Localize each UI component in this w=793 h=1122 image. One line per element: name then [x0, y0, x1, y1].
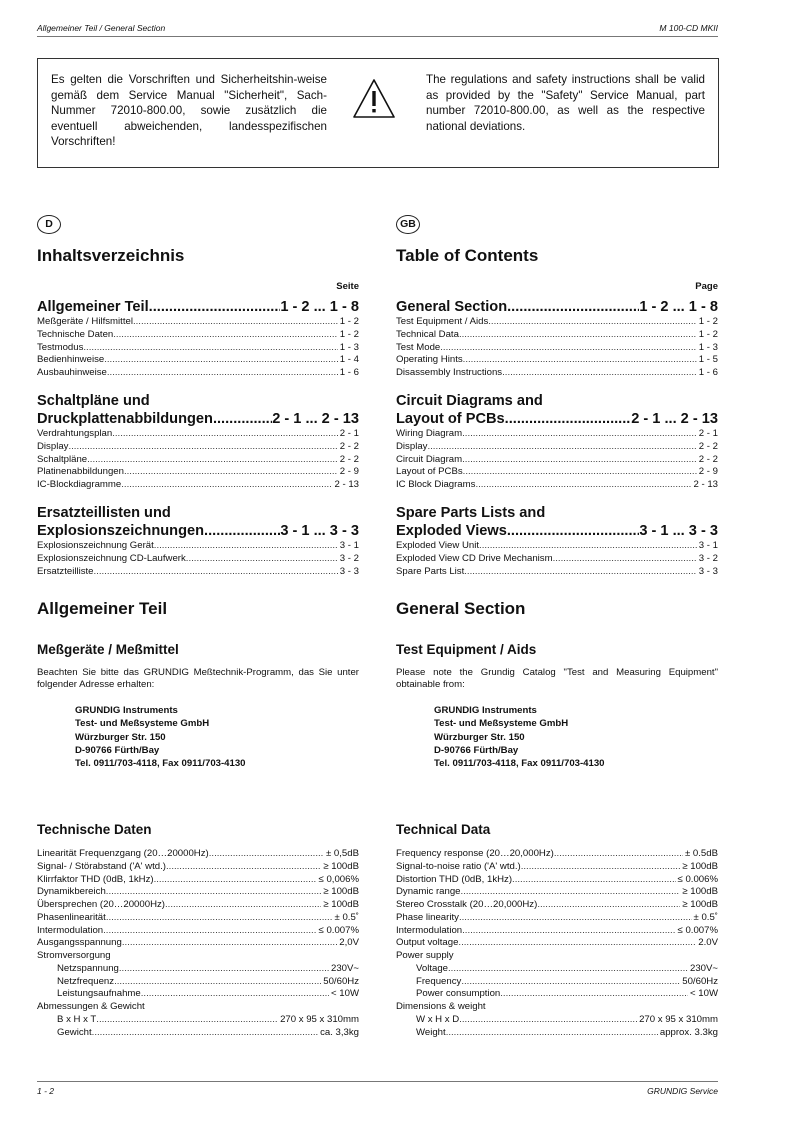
toc-entry-title: Technische Daten [37, 328, 114, 340]
toc-entry-title: Testmodus [37, 341, 84, 353]
toc-entry-page: 1 - 6 [698, 367, 718, 379]
spec-leader-dots [462, 925, 675, 938]
toc-entry [396, 441, 718, 454]
toc-entry-page: 2 - 1 [339, 428, 359, 439]
toc-section-pages: 1 - 2 ... 1 - 8 [280, 299, 359, 315]
spec-row [37, 925, 359, 938]
toc-entry-title: Operating Hints [396, 354, 463, 366]
toc-entry-page: 1 - 2 [698, 328, 718, 340]
toc-leader-dots [488, 316, 697, 329]
test-equipment-heading: Test Equipment / Aids [396, 642, 537, 657]
toc-entry-title: Explosionszeichnung Gerät [37, 540, 154, 551]
spec-name: Leistungsaufnahme [57, 988, 141, 1000]
toc-entry-page: 3 - 3 [698, 565, 718, 577]
spec-leader-dots [166, 861, 321, 874]
spec-name: Netzspannung [57, 962, 119, 974]
safety-text-en: The regulations and safety instructions shall be valid as provided by the "Safety" Service Manual, part number 72010-800.00, as well as the respective national deviations. [426, 73, 705, 133]
spec-leader-dots [446, 1027, 658, 1040]
spec-leader-dots [92, 1027, 318, 1040]
spec-row [396, 1014, 718, 1027]
spec-row [37, 886, 359, 899]
toc-entry [396, 540, 718, 553]
toc-entry [396, 454, 718, 467]
spec-row [37, 861, 359, 874]
toc-leader-dots [94, 566, 338, 579]
spec-row [396, 874, 718, 887]
toc-entry-page: 2 - 2 [698, 440, 718, 452]
toc-section-pages: 2 - 1 ... 2 - 13 [272, 411, 359, 427]
toc-entry [37, 553, 359, 566]
spec-value: ≤ 0,006% [318, 873, 359, 885]
spec-row [396, 848, 718, 861]
toc-leader-dots [149, 298, 281, 316]
address-line: Test- und Meßsysteme GmbH [434, 718, 569, 730]
footer-page-number: 1 - 2 [37, 1086, 55, 1096]
toc-entry-page: 3 - 2 [698, 552, 718, 564]
spec-leader-dots [114, 976, 321, 989]
toc-section-heading [396, 522, 718, 540]
toc-entry-title: Test Mode [396, 341, 441, 353]
spec-leader-dots [154, 874, 317, 887]
toc-section-heading [37, 410, 359, 428]
spec-value: ± 0,5dB [325, 848, 359, 859]
spec-row [396, 925, 718, 938]
spec-leader-dots [458, 937, 696, 950]
toc-entry-page: 3 - 1 [698, 540, 718, 551]
spec-value: ± 0.5˚ [693, 911, 718, 923]
spec-row [37, 976, 359, 989]
spec-row [37, 899, 359, 912]
spec-value: ca. 3,3kg [320, 1026, 359, 1038]
toc-entry [396, 367, 718, 380]
toc-section-pages: 2 - 1 ... 2 - 13 [631, 411, 718, 427]
address-line: GRUNDIG Instruments [434, 705, 537, 716]
toc-leader-dots [133, 316, 338, 329]
technical-data-heading: Technische Daten [37, 822, 152, 837]
toc-entry-page: 2 - 2 [698, 453, 718, 465]
spec-value: ≥ 100dB [682, 886, 718, 898]
spec-row [396, 937, 718, 950]
spec-value: < 10W [331, 988, 359, 1000]
spec-value: 230V~ [689, 962, 718, 974]
spec-row [396, 1001, 718, 1014]
spec-name: Dynamikbereich [37, 886, 106, 898]
spec-name: Abmessungen & Gewicht [37, 1001, 145, 1012]
address-line: Würzburger Str. 150 [434, 731, 525, 743]
toc-entry [396, 553, 718, 566]
toc-leader-dots [463, 466, 697, 479]
spec-row [37, 963, 359, 976]
toc-leader-dots [505, 410, 632, 428]
toc-leader-dots [204, 522, 280, 540]
header-left: Allgemeiner Teil / General Section [37, 23, 166, 33]
toc-entry [396, 329, 718, 342]
spec-value: ≥ 100dB [323, 899, 359, 910]
toc-leader-dots [68, 441, 337, 454]
toc-entry-page: 1 - 3 [698, 341, 718, 353]
toc-section-title: Exploded Views [396, 523, 507, 539]
toc-entry-title: Bedienhinweise [37, 354, 105, 366]
header-right: M 100-CD MKII [659, 23, 718, 33]
toc-entry-title: Platinenabbildungen [37, 466, 124, 478]
toc-entry [37, 428, 359, 441]
spec-name: Frequency [416, 975, 462, 987]
address-line: GRUNDIG Instruments [75, 705, 178, 716]
address-line: D-90766 Fürth/Bay [75, 744, 160, 756]
toc-section-heading [37, 392, 359, 410]
toc-entry-page: 1 - 2 [698, 316, 718, 327]
spec-row [396, 899, 718, 912]
spec-name: W x H x D [416, 1013, 460, 1025]
warning-triangle-icon [352, 77, 396, 121]
technical-data-heading: Technical Data [396, 822, 491, 837]
spec-row [396, 976, 718, 989]
supplier-address [434, 704, 605, 770]
spec-name: Dimensions & weight [396, 1001, 486, 1012]
toc-entry-title: Schaltpläne [37, 453, 88, 465]
toc-entry-title: Verdrahtungsplan [37, 428, 113, 439]
toc-leader-dots [464, 566, 697, 579]
toc-entry-page: 1 - 2 [339, 316, 359, 327]
spec-value: ± 0.5dB [684, 848, 718, 859]
toc-entry-page: 2 - 9 [698, 466, 718, 478]
technical-data-list [37, 848, 359, 1039]
safety-notice-box [37, 58, 719, 168]
spec-name: B x H x T [57, 1013, 97, 1025]
spec-name: Frequency response (20…20,000Hz) [396, 848, 554, 859]
toc-leader-dots [440, 342, 697, 355]
toc-section-heading [37, 504, 359, 522]
toc-section-title: Ersatzteillisten und [37, 505, 171, 521]
toc-leader-dots [507, 522, 639, 540]
toc-page-label: Page [695, 281, 718, 292]
spec-leader-dots [521, 861, 681, 874]
spec-leader-dots [512, 874, 675, 887]
toc-entry-title: Circuit Diagram [396, 453, 463, 465]
toc-entry-title: Wiring Diagram [396, 428, 463, 439]
toc-entry [37, 441, 359, 454]
toc-leader-dots [463, 354, 697, 367]
test-equipment-heading: Meßgeräte / Meßmittel [37, 642, 179, 657]
address-line: Tel. 0911/703-4118, Fax 0911/703-4130 [75, 758, 246, 770]
spec-value: ≥ 100dB [323, 860, 359, 872]
spec-leader-dots [459, 912, 692, 925]
toc-leader-dots [462, 428, 697, 441]
toc-entry [37, 454, 359, 467]
spec-row [37, 1001, 359, 1014]
toc-section-heading [396, 410, 718, 428]
toc-section-heading [396, 392, 718, 410]
spec-leader-dots [500, 988, 688, 1001]
spec-leader-dots [103, 925, 316, 938]
spec-name: Phasenlinearität [37, 911, 106, 923]
toc-section-title: Layout of PCBs [396, 411, 505, 427]
toc-section [37, 392, 359, 492]
toc-entry-title: Exploded View Unit [396, 540, 480, 551]
toc-section [396, 504, 718, 578]
spec-row [37, 937, 359, 950]
address-line: Tel. 0911/703-4118, Fax 0911/703-4130 [434, 758, 605, 770]
toc-entry-page: 2 - 2 [339, 453, 359, 465]
spec-value: 2.0V [698, 937, 718, 949]
toc-section [396, 298, 718, 380]
spec-leader-dots [165, 899, 321, 912]
toc-section [37, 504, 359, 578]
toc-entry-page: 2 - 13 [334, 479, 359, 491]
toc-leader-dots [479, 540, 697, 553]
spec-value: approx. 3.3kg [659, 1026, 718, 1038]
spec-row [37, 912, 359, 925]
toc-entry [396, 428, 718, 441]
toc-entry [396, 466, 718, 479]
spec-name: Voltage [416, 962, 449, 974]
toc-entry [396, 479, 718, 492]
toc-entry-page: 3 - 2 [339, 552, 359, 564]
toc-entry [37, 466, 359, 479]
spec-row [37, 848, 359, 861]
spec-leader-dots [459, 1014, 637, 1027]
spec-value: < 10W [690, 988, 718, 1000]
spec-value: 2,0V [339, 937, 359, 949]
language-badge: D [37, 215, 61, 234]
spec-leader-dots [461, 976, 680, 989]
toc-leader-dots [475, 479, 691, 492]
toc-section-title: Circuit Diagrams and [396, 393, 543, 409]
toc-entry [37, 479, 359, 492]
toc-leader-dots [124, 466, 338, 479]
toc-entry-page: 3 - 1 [339, 540, 359, 551]
technical-data-list [396, 848, 718, 1039]
spec-name: Signal- / Störabstand ('A' wtd.) [37, 860, 166, 872]
toc-entry-page: 2 - 1 [698, 428, 718, 439]
spec-name: Intermodulation [396, 924, 463, 936]
toc-leader-dots [113, 329, 338, 342]
spec-row [396, 988, 718, 1001]
spec-value: 270 x 95 x 310mm [639, 1013, 718, 1025]
address-line: Würzburger Str. 150 [75, 731, 166, 743]
toc-entry-title: Technical Data [396, 328, 459, 340]
toc-title: Table of Contents [396, 246, 539, 265]
spec-leader-dots [96, 1014, 278, 1027]
toc-entry [396, 354, 718, 367]
spec-value: ≥ 100dB [323, 886, 359, 898]
toc-leader-dots [104, 354, 338, 367]
spec-name: Dynamic range [396, 886, 461, 898]
toc-entry-page: 1 - 3 [339, 341, 359, 353]
spec-value: 230V~ [330, 962, 359, 974]
toc-entry [37, 354, 359, 367]
page-footer [37, 1081, 718, 1100]
spec-name: Ausgangsspannung [37, 937, 122, 949]
supplier-address [75, 704, 246, 770]
spec-name: Gewicht [57, 1026, 92, 1038]
toc-entry-title: IC Block Diagrams [396, 479, 476, 491]
spec-leader-dots [122, 937, 337, 950]
page-header [37, 22, 718, 37]
toc-entry-title: Display [396, 440, 428, 452]
toc-entry [396, 316, 718, 329]
toc-entry [396, 342, 718, 355]
spec-row [396, 963, 718, 976]
toc-entry [37, 316, 359, 329]
spec-row [396, 950, 718, 963]
spec-name: Linearität Frequenzgang (20…20000Hz) [37, 848, 209, 859]
spec-leader-dots [461, 886, 681, 899]
toc-entry-title: IC-Blockdiagramme [37, 479, 122, 491]
toc-section-heading [396, 298, 718, 316]
toc-leader-dots [427, 441, 696, 454]
spec-row [396, 886, 718, 899]
spec-leader-dots [209, 848, 324, 861]
toc-leader-dots [213, 410, 272, 428]
toc-section-heading [37, 298, 359, 316]
language-badge: GB [396, 215, 420, 234]
toc-title: Inhaltsverzeichnis [37, 246, 185, 265]
spec-row [37, 874, 359, 887]
address-line: D-90766 Fürth/Bay [434, 744, 519, 756]
toc-leader-dots [107, 367, 338, 380]
spec-row [396, 861, 718, 874]
toc-entry-title: Test Equipment / Aids [396, 316, 489, 327]
toc-leader-dots [112, 428, 338, 441]
toc-entry [396, 566, 718, 579]
toc-section-pages: 1 - 2 ... 1 - 8 [639, 299, 718, 315]
address-line: Test- und Meßsysteme GmbH [75, 718, 210, 730]
spec-leader-dots [106, 912, 333, 925]
toc-leader-dots [186, 553, 338, 566]
spec-name: Übersprechen (20…20000Hz) [37, 899, 165, 910]
toc-entry-title: Display [37, 440, 69, 452]
toc-entry [37, 329, 359, 342]
spec-value: 50/60Hz [323, 975, 359, 987]
spec-name: Power supply [396, 950, 454, 961]
spec-value: ≤ 0.007% [318, 924, 359, 936]
toc-entry [37, 566, 359, 579]
safety-text-de: Es gelten die Vorschriften und Sicherheitshin-weise gemäß dem Service Manual "Sicherheit", Sach-Nummer 72010-800.00, sowie zusätzlich die eventuell abweichenden, landesspezifischen Vorschriften! [51, 73, 327, 148]
toc-section-pages: 3 - 1 ... 3 - 3 [639, 523, 718, 539]
toc-entry-page: 2 - 9 [339, 466, 359, 478]
spec-leader-dots [448, 963, 688, 976]
toc-entry-title: Meßgeräte / Hilfsmittel [37, 316, 133, 327]
toc-section-title: Schaltpläne und [37, 393, 150, 409]
spec-name: Signal-to-noise ratio ('A' wtd.) [396, 860, 521, 872]
toc-section-title: Druckplattenabbildungen [37, 411, 213, 427]
spec-leader-dots [141, 988, 329, 1001]
toc-leader-dots [507, 298, 639, 316]
toc-entry-title: Explosionszeichnung CD-Laufwerk [37, 552, 186, 564]
toc-section [37, 298, 359, 380]
spec-value: ≥ 100dB [682, 899, 718, 910]
toc-entry-page: 2 - 13 [693, 479, 718, 491]
language-badge-wrap [37, 214, 61, 234]
toc-entry-page: 3 - 3 [339, 565, 359, 577]
spec-name: Phase linearity [396, 911, 459, 923]
toc-page-label: Seite [336, 281, 359, 292]
spec-value: 50/60Hz [682, 975, 718, 987]
spec-row [37, 988, 359, 1001]
toc-entry-title: Exploded View CD Drive Mechanism [396, 552, 553, 564]
spec-row [396, 1027, 718, 1040]
spec-row [37, 1027, 359, 1040]
spec-name: Stereo Crosstalk (20…20,000Hz) [396, 899, 538, 910]
spec-value: ≥ 100dB [682, 860, 718, 872]
footer-right: GRUNDIG Service [647, 1086, 718, 1096]
toc-entry-page: 2 - 2 [339, 440, 359, 452]
spec-name: Output voltage [396, 937, 459, 949]
spec-value: ≤ 0.006% [677, 873, 718, 885]
toc-section-heading [37, 522, 359, 540]
spec-leader-dots [554, 848, 683, 861]
toc-leader-dots [87, 454, 338, 467]
toc-section-heading [396, 504, 718, 522]
toc-leader-dots [121, 479, 332, 492]
spec-name: Klirrfaktor THD (0dB, 1kHz) [37, 873, 154, 885]
toc-entry-title: Layout of PCBs [396, 466, 463, 478]
toc-leader-dots [83, 342, 337, 355]
test-equipment-text: Please note the Grundig Catalog "Test and Measuring Equipment" obtainable from: [396, 667, 718, 691]
spec-row [396, 912, 718, 925]
test-equipment-text: Beachten Sie bitte das GRUNDIG Meßtechnik-Programm, das Sie unter folgender Adresse erhalten: [37, 667, 359, 691]
spec-name: Intermodulation [37, 924, 104, 936]
spec-row [37, 950, 359, 963]
toc-section-title: Allgemeiner Teil [37, 299, 149, 315]
toc-leader-dots [462, 454, 697, 467]
toc-section-pages: 3 - 1 ... 3 - 3 [280, 523, 359, 539]
spec-name: Stromversorgung [37, 950, 111, 961]
toc-leader-dots [154, 540, 338, 553]
toc-entry-page: 1 - 2 [339, 328, 359, 340]
toc-leader-dots [553, 553, 697, 566]
spec-name: Power consumption [416, 988, 501, 1000]
spec-name: Weight [416, 1026, 446, 1038]
toc-section-title: General Section [396, 299, 508, 315]
toc-section-title: Spare Parts Lists and [396, 505, 546, 521]
toc-entry [37, 540, 359, 553]
toc-section [396, 392, 718, 492]
spec-name: Netzfrequenz [57, 975, 115, 987]
spec-leader-dots [119, 963, 329, 976]
spec-leader-dots [106, 886, 322, 899]
toc-entry-title: Ausbauhinweise [37, 367, 107, 379]
toc-entry [37, 367, 359, 380]
spec-row [37, 1014, 359, 1027]
toc-entry [37, 342, 359, 355]
spec-value: ± 0.5˚ [334, 911, 359, 923]
toc-entry-page: 1 - 5 [698, 354, 718, 366]
spec-value: 270 x 95 x 310mm [280, 1013, 359, 1025]
section-title: General Section [396, 599, 526, 618]
spec-leader-dots [537, 899, 680, 912]
toc-entry-title: Spare Parts List [396, 565, 465, 577]
toc-entry-title: Disassembly Instructions [396, 367, 503, 379]
toc-entry-title: Ersatzteilliste [37, 565, 94, 577]
toc-entry-page: 1 - 6 [339, 367, 359, 379]
toc-leader-dots [502, 367, 697, 380]
toc-section-title: Explosionszeichnungen [37, 523, 205, 539]
spec-name: Distortion THD (0dB, 1kHz) [396, 873, 513, 885]
spec-value: ≤ 0.007% [677, 924, 718, 936]
toc-leader-dots [459, 329, 697, 342]
section-title: Allgemeiner Teil [37, 599, 168, 618]
language-badge-wrap [396, 214, 420, 234]
toc-entry-page: 1 - 4 [339, 354, 359, 366]
